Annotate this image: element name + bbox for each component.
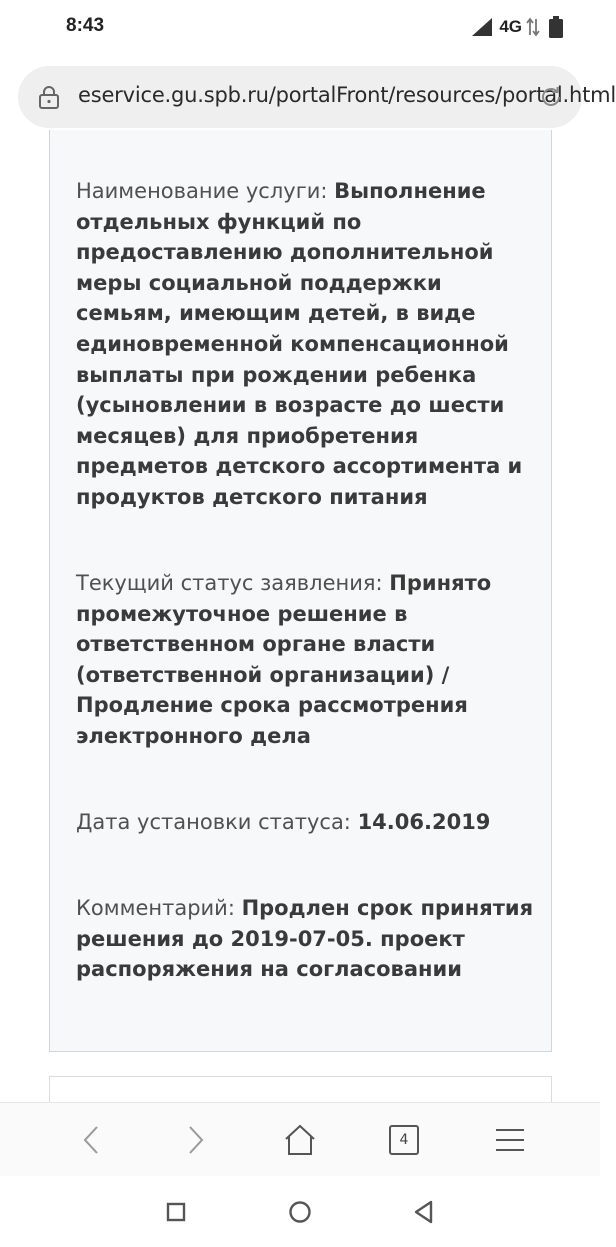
comment-label: Комментарий: — [76, 896, 242, 920]
nav-back-icon — [413, 1200, 435, 1224]
status-time: 8:43 — [66, 15, 105, 36]
application-card — [49, 130, 552, 1052]
current-status-field — [76, 568, 536, 752]
system-nav-bar — [0, 1176, 600, 1247]
status-bar — [0, 0, 600, 56]
forward-arrow-icon — [185, 1125, 207, 1155]
browser-toolbar — [0, 1102, 600, 1176]
recents-icon — [166, 1202, 186, 1222]
back-button[interactable] — [71, 1121, 111, 1159]
status-date-value: 14.06.2019 — [357, 810, 491, 834]
page-content[interactable] — [0, 140, 600, 1102]
comment-field — [76, 893, 536, 985]
menu-icon — [495, 1127, 525, 1153]
current-status-value: Принято промежуточное решение в ответственном органе власти (ответственной организации) / Продление срока рассмотрения электронного дела — [76, 571, 492, 748]
signal-icon — [471, 17, 493, 37]
tabs-icon: 4 — [389, 1125, 419, 1155]
forward-button[interactable] — [176, 1121, 216, 1159]
home-icon — [284, 1124, 316, 1156]
comment-value: Продлен срок принятия решения до 2019-07-05. проект распоряжения на согласовании — [76, 896, 534, 982]
tabs-button[interactable] — [384, 1121, 424, 1159]
status-date-field — [76, 807, 536, 838]
status-indicators — [471, 15, 564, 39]
service-name-label: Наименование услуги: — [76, 179, 335, 203]
service-name-field — [76, 176, 536, 513]
url-text[interactable]: eservice.gu.spb.ru/portalFront/resources/portal.html — [78, 83, 616, 107]
current-status-label: Текущий статус заявления: — [76, 571, 390, 595]
recents-button[interactable] — [162, 1198, 190, 1226]
url-bar[interactable] — [18, 66, 616, 128]
lock-icon — [38, 85, 60, 109]
nav-home-icon — [288, 1200, 312, 1224]
service-name-value: Выполнение отдельных функций по предоставлению дополнительной меры социальной поддержки семьям, имеющим детей, в виде единовременной компенсационной выплаты при рождении ребенка (усыновлении в возрасте до шести месяцев) для приобретения предметов детского ассортимента и продуктов детского питания — [76, 179, 523, 509]
home-button[interactable] — [280, 1121, 320, 1159]
system-home-button[interactable] — [286, 1198, 314, 1226]
battery-icon — [548, 16, 564, 38]
reload-icon[interactable] — [538, 84, 564, 110]
back-arrow-icon — [80, 1125, 102, 1155]
status-date-label: Дата установки статуса: — [76, 810, 358, 834]
network-type: 4G — [499, 17, 522, 36]
menu-button[interactable] — [490, 1121, 530, 1159]
data-arrows-icon — [526, 17, 540, 37]
system-back-button[interactable] — [410, 1198, 438, 1226]
